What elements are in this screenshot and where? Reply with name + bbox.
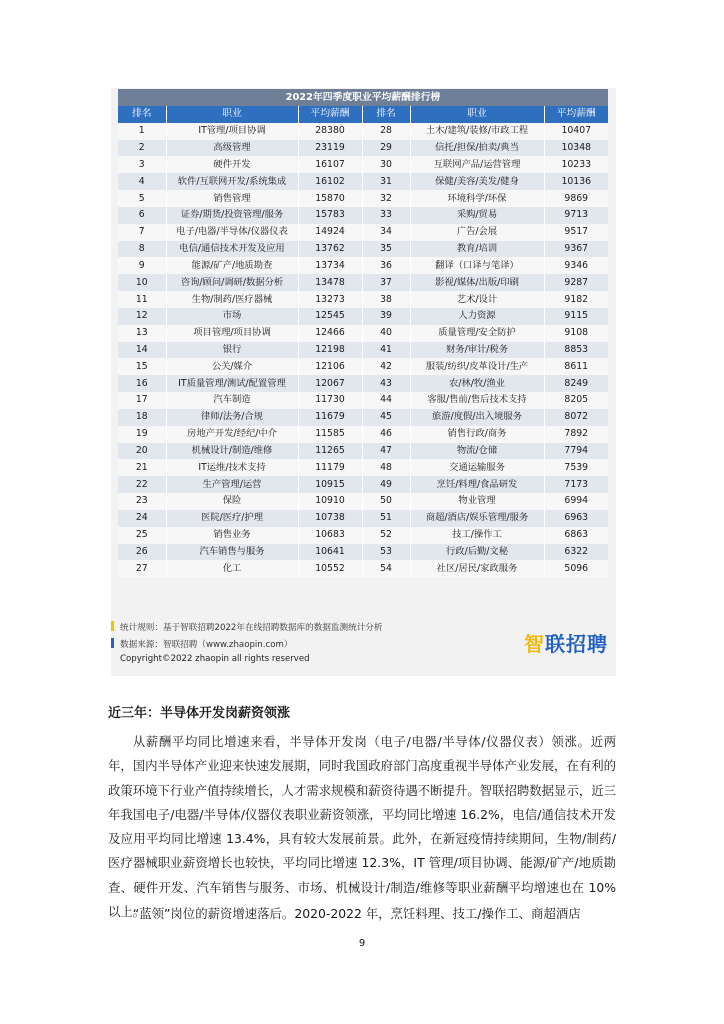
- salary-cell: 10641: [298, 544, 362, 561]
- occupation-cell: 项目管理/项目协调: [166, 325, 298, 342]
- salary-cell: 9182: [544, 291, 608, 308]
- salary-cell: 23119: [298, 140, 362, 157]
- salary-cell: 10552: [298, 560, 362, 577]
- rank-cell: 42: [362, 358, 410, 375]
- occupation-cell: 商超/酒店/娱乐管理/服务: [410, 510, 544, 527]
- stats-rule-marker: [111, 621, 114, 631]
- table-row: [118, 443, 608, 460]
- rank-cell: 53: [362, 544, 410, 561]
- salary-cell: 6994: [544, 493, 608, 510]
- rank-cell: 38: [362, 291, 410, 308]
- table-row: [118, 560, 608, 577]
- table-row: [118, 459, 608, 476]
- table-row: [118, 476, 608, 493]
- stats-rule-text: 统计规则：基于智联招聘2022年在线招聘数据库的数据监测统计分析: [120, 623, 383, 633]
- table-row: [118, 392, 608, 409]
- salary-cell: 8249: [544, 375, 608, 392]
- salary-cell: 9367: [544, 241, 608, 258]
- salary-cell: 12466: [298, 325, 362, 342]
- section-title: 近三年：半导体开发岗薪资领涨: [108, 706, 291, 721]
- occupation-cell: 汽车销售与服务: [166, 544, 298, 561]
- salary-cell: 10348: [544, 140, 608, 157]
- occupation-cell: IT质量管理/测试/配置管理: [166, 375, 298, 392]
- occupation-cell: 教育/培训: [410, 241, 544, 258]
- header-occupation: 职业: [166, 106, 298, 123]
- table-row: [118, 409, 608, 426]
- occupation-cell: 艺术/设计: [410, 291, 544, 308]
- table-row: [118, 156, 608, 173]
- table-row: [118, 207, 608, 224]
- table-row: [118, 325, 608, 342]
- salary-ranking-table: [118, 89, 608, 577]
- occupation-cell: 公关/媒介: [166, 358, 298, 375]
- table-row: [118, 140, 608, 157]
- occupation-cell: IT管理/项目协调: [166, 123, 298, 140]
- occupation-cell: 财务/审计/税务: [410, 342, 544, 359]
- rank-cell: 1: [118, 123, 166, 140]
- rank-cell: 8: [118, 241, 166, 258]
- rank-cell: 11: [118, 291, 166, 308]
- table-row: [118, 527, 608, 544]
- occupation-cell: 房地产开发/经纪/中介: [166, 426, 298, 443]
- rank-cell: 5: [118, 190, 166, 207]
- salary-cell: 10738: [298, 510, 362, 527]
- salary-cell: 10915: [298, 476, 362, 493]
- salary-cell: 12545: [298, 308, 362, 325]
- rank-cell: 25: [118, 527, 166, 544]
- rank-cell: 51: [362, 510, 410, 527]
- occupation-cell: 市场: [166, 308, 298, 325]
- salary-cell: 16107: [298, 156, 362, 173]
- rank-cell: 12: [118, 308, 166, 325]
- rank-cell: 47: [362, 443, 410, 460]
- salary-cell: 13734: [298, 257, 362, 274]
- table-row: [118, 358, 608, 375]
- salary-ranking-figure: [111, 88, 616, 676]
- salary-cell: 15870: [298, 190, 362, 207]
- salary-cell: 7794: [544, 443, 608, 460]
- table-row: [118, 544, 608, 561]
- occupation-cell: 信托/担保/拍卖/典当: [410, 140, 544, 157]
- table-row: [118, 426, 608, 443]
- salary-cell: 10407: [544, 123, 608, 140]
- salary-cell: 12067: [298, 375, 362, 392]
- rank-cell: 54: [362, 560, 410, 577]
- salary-cell: 9346: [544, 257, 608, 274]
- salary-cell: 13762: [298, 241, 362, 258]
- occupation-cell: 影视/媒体/出版/印刷: [410, 274, 544, 291]
- rank-cell: 24: [118, 510, 166, 527]
- salary-cell: 7173: [544, 476, 608, 493]
- table-body: [118, 123, 608, 577]
- salary-cell: 28380: [298, 123, 362, 140]
- rank-cell: 39: [362, 308, 410, 325]
- salary-cell: 7892: [544, 426, 608, 443]
- occupation-cell: 互联网产品/运营管理: [410, 156, 544, 173]
- occupation-cell: 生物/制药/医疗器械: [166, 291, 298, 308]
- rank-cell: 15: [118, 358, 166, 375]
- occupation-cell: 环境科学/环保: [410, 190, 544, 207]
- rank-cell: 44: [362, 392, 410, 409]
- salary-cell: 9713: [544, 207, 608, 224]
- salary-cell: 6863: [544, 527, 608, 544]
- table-row: [118, 224, 608, 241]
- rank-cell: 2: [118, 140, 166, 157]
- salary-cell: 6963: [544, 510, 608, 527]
- table-row: [118, 173, 608, 190]
- occupation-cell: 物业管理: [410, 493, 544, 510]
- salary-cell: 13273: [298, 291, 362, 308]
- occupation-cell: 旅游/度假/出入境服务: [410, 409, 544, 426]
- rank-cell: 40: [362, 325, 410, 342]
- occupation-cell: 电信/通信技术开发及应用: [166, 241, 298, 258]
- occupation-cell: 客服/售前/售后技术支持: [410, 392, 544, 409]
- occupation-cell: 烹饪/料理/食品研发: [410, 476, 544, 493]
- table-row: [118, 190, 608, 207]
- rank-cell: 32: [362, 190, 410, 207]
- rank-cell: 50: [362, 493, 410, 510]
- rank-cell: 33: [362, 207, 410, 224]
- header-salary: 平均薪酬: [544, 106, 608, 123]
- rank-cell: 20: [118, 443, 166, 460]
- rank-cell: 9: [118, 257, 166, 274]
- rank-cell: 7: [118, 224, 166, 241]
- rank-cell: 45: [362, 409, 410, 426]
- salary-cell: 10683: [298, 527, 362, 544]
- rank-cell: 27: [118, 560, 166, 577]
- salary-cell: 14924: [298, 224, 362, 241]
- occupation-cell: 服装/纺织/皮革设计/生产: [410, 358, 544, 375]
- occupation-cell: 翻译（口译与笔译）: [410, 257, 544, 274]
- salary-cell: 12106: [298, 358, 362, 375]
- rank-cell: 4: [118, 173, 166, 190]
- salary-cell: 9115: [544, 308, 608, 325]
- occupation-cell: 软件/互联网开发/系统集成: [166, 173, 298, 190]
- rank-cell: 30: [362, 156, 410, 173]
- table-row: [118, 241, 608, 258]
- rank-cell: 41: [362, 342, 410, 359]
- occupation-cell: 机械设计/制造/维修: [166, 443, 298, 460]
- data-source-note: [111, 637, 441, 653]
- salary-cell: 8611: [544, 358, 608, 375]
- rank-cell: 36: [362, 257, 410, 274]
- rank-cell: 14: [118, 342, 166, 359]
- rank-cell: 13: [118, 325, 166, 342]
- salary-cell: 8072: [544, 409, 608, 426]
- occupation-cell: 咨询/顾问/调研/数据分析: [166, 274, 298, 291]
- page-number: 9: [358, 938, 366, 949]
- rank-cell: 16: [118, 375, 166, 392]
- occupation-cell: 土木/建筑/装修/市政工程: [410, 123, 544, 140]
- salary-cell: 11179: [298, 459, 362, 476]
- table-row: [118, 257, 608, 274]
- data-source-text: 数据来源：智联招聘（www.zhaopin.com）: [120, 640, 293, 650]
- rank-cell: 3: [118, 156, 166, 173]
- occupation-cell: 人力资源: [410, 308, 544, 325]
- table-title: 2022年四季度职业平均薪酬排行榜: [118, 89, 608, 106]
- occupation-cell: 物流/仓储: [410, 443, 544, 460]
- salary-cell: 13478: [298, 274, 362, 291]
- rank-cell: 35: [362, 241, 410, 258]
- table-row: [118, 308, 608, 325]
- rank-cell: 43: [362, 375, 410, 392]
- body-paragraph-1: 从薪酬平均同比增速来看，半导体开发岗（电子/电器/半导体/仪器仪表）领涨。近两年，国内半导体产业迎来快速发展期，同时我国政府部门高度重视半导体产业发展，在有利的政策环境下行业产值持续增长，人才需求规模和薪资待遇不断提升。智联招聘数据显示，近三年我国电子/电器/半导体/仪器仪表职业薪资领涨，平均同比增速 16.2%，电信/通信技术开发及应用平均同比增速 13.4%，具有较大发展前景。此外，在新冠疫情持续期间，生物/制药/医疗器械职业薪资增长也较快，平均同比增速 12.3%，IT 管理/项目协调、能源/矿产/地质勘查、硬件开发、汽车销售与服务、市场、机械设计/制造/维修等职业薪酬平均增速也在 10%以上。: [108, 734, 617, 920]
- salary-cell: 11585: [298, 426, 362, 443]
- occupation-cell: 银行: [166, 342, 298, 359]
- rank-cell: 18: [118, 409, 166, 426]
- occupation-cell: 质量管理/安全防护: [410, 325, 544, 342]
- salary-cell: 10233: [544, 156, 608, 173]
- salary-cell: 10136: [544, 173, 608, 190]
- rank-cell: 6: [118, 207, 166, 224]
- salary-cell: 12198: [298, 342, 362, 359]
- rank-cell: 34: [362, 224, 410, 241]
- salary-cell: 6322: [544, 544, 608, 561]
- rank-cell: 28: [362, 123, 410, 140]
- occupation-cell: 硬件开发: [166, 156, 298, 173]
- salary-cell: 8205: [544, 392, 608, 409]
- rank-cell: 48: [362, 459, 410, 476]
- salary-cell: 9108: [544, 325, 608, 342]
- occupation-cell: 社区/居民/家政服务: [410, 560, 544, 577]
- occupation-cell: 律师/法务/合规: [166, 409, 298, 426]
- rank-cell: 29: [362, 140, 410, 157]
- table-row: [118, 375, 608, 392]
- header-rank: 排名: [118, 106, 166, 123]
- salary-cell: 8853: [544, 342, 608, 359]
- occupation-cell: 广告/会展: [410, 224, 544, 241]
- occupation-cell: 销售业务: [166, 527, 298, 544]
- occupation-cell: 生产管理/运营: [166, 476, 298, 493]
- salary-cell: 5096: [544, 560, 608, 577]
- body-paragraph-2: “蓝领”岗位的薪资增速落后。2020-2022 年，烹饪料理、技工/操作工、商超酒店: [132, 906, 581, 921]
- rank-cell: 17: [118, 392, 166, 409]
- table-row: [118, 510, 608, 527]
- table-row: [118, 123, 608, 140]
- occupation-cell: 高级管理: [166, 140, 298, 157]
- rank-cell: 46: [362, 426, 410, 443]
- rank-cell: 10: [118, 274, 166, 291]
- occupation-cell: 电子/电器/半导体/仪器仪表: [166, 224, 298, 241]
- copyright-text: Copyright©2022 zhaopin all rights reserved: [120, 654, 310, 664]
- rank-cell: 26: [118, 544, 166, 561]
- rank-cell: 52: [362, 527, 410, 544]
- rank-cell: 23: [118, 493, 166, 510]
- table-row: [118, 274, 608, 291]
- salary-cell: 7539: [544, 459, 608, 476]
- salary-cell: 11730: [298, 392, 362, 409]
- salary-cell: 15783: [298, 207, 362, 224]
- salary-cell: 10910: [298, 493, 362, 510]
- occupation-cell: 采购/贸易: [410, 207, 544, 224]
- occupation-cell: 证券/期货/投资管理/服务: [166, 207, 298, 224]
- occupation-cell: 农/林/牧/渔业: [410, 375, 544, 392]
- occupation-cell: 能源/矿产/地质勘查: [166, 257, 298, 274]
- stats-rule-note: [111, 620, 441, 636]
- rank-cell: 21: [118, 459, 166, 476]
- rank-cell: 22: [118, 476, 166, 493]
- zhaopin-logo: 智联招聘: [524, 632, 608, 656]
- rank-cell: 49: [362, 476, 410, 493]
- salary-cell: 9287: [544, 274, 608, 291]
- table-row: [118, 291, 608, 308]
- salary-cell: 9869: [544, 190, 608, 207]
- salary-cell: 11679: [298, 409, 362, 426]
- header-salary: 平均薪酬: [298, 106, 362, 123]
- data-source-marker: [111, 638, 114, 648]
- occupation-cell: 销售管理: [166, 190, 298, 207]
- table-row: [118, 342, 608, 359]
- header-rank: 排名: [362, 106, 410, 123]
- table-row: [118, 493, 608, 510]
- occupation-cell: 行政/后勤/文秘: [410, 544, 544, 561]
- occupation-cell: 技工/操作工: [410, 527, 544, 544]
- occupation-cell: 汽车制造: [166, 392, 298, 409]
- salary-cell: 16102: [298, 173, 362, 190]
- salary-cell: 9517: [544, 224, 608, 241]
- occupation-cell: 保险: [166, 493, 298, 510]
- occupation-cell: 销售行政/商务: [410, 426, 544, 443]
- header-occupation: 职业: [410, 106, 544, 123]
- rank-cell: 37: [362, 274, 410, 291]
- rank-cell: 19: [118, 426, 166, 443]
- occupation-cell: 保健/美容/美发/健身: [410, 173, 544, 190]
- occupation-cell: IT运维/技术支持: [166, 459, 298, 476]
- occupation-cell: 化工: [166, 560, 298, 577]
- table-header-row: [118, 106, 608, 123]
- salary-cell: 11265: [298, 443, 362, 460]
- rank-cell: 31: [362, 173, 410, 190]
- occupation-cell: 交通运输服务: [410, 459, 544, 476]
- occupation-cell: 医院/医疗/护理: [166, 510, 298, 527]
